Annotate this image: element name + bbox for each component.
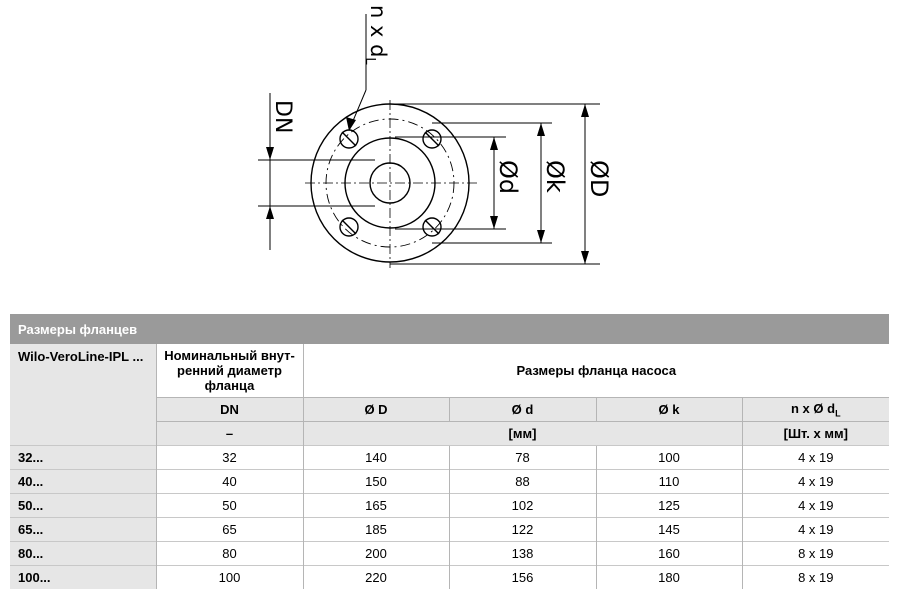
row-k: 100 xyxy=(596,446,742,470)
k-label: Øk xyxy=(541,160,569,193)
table-row xyxy=(10,470,889,494)
dn-label: DN xyxy=(270,100,295,134)
row-model: 50... xyxy=(10,494,156,518)
row-k: 160 xyxy=(596,542,742,566)
table-row xyxy=(10,446,889,470)
row-nxdl: 4 x 19 xyxy=(742,470,889,494)
pump-flange-header: Размеры фланца насоса xyxy=(303,344,889,398)
table-row xyxy=(10,494,889,518)
row-d: 122 xyxy=(449,518,596,542)
table-row xyxy=(10,542,889,566)
row-dn: 65 xyxy=(156,518,303,542)
col-header-k: Ø k xyxy=(596,398,742,422)
row-D: 165 xyxy=(303,494,449,518)
col-header-D: Ø D xyxy=(303,398,449,422)
nxdl-label: n x $d_L$ xyxy=(362,5,390,65)
row-k: 145 xyxy=(596,518,742,542)
unit-mm: [мм] xyxy=(303,422,742,446)
row-d: 102 xyxy=(449,494,596,518)
col-header-nxdl: n x Ø $d_L$ xyxy=(742,398,889,422)
row-nxdl: 4 x 19 xyxy=(742,518,889,542)
model-header: Wilo-VeroLine-IPL ... xyxy=(10,344,156,446)
row-d: 138 xyxy=(449,542,596,566)
col-header-d: Ø d xyxy=(449,398,596,422)
table-title: Размеры фланцев xyxy=(10,314,889,344)
table-body xyxy=(10,446,889,590)
row-dn: 32 xyxy=(156,446,303,470)
row-D: 220 xyxy=(303,566,449,590)
table-row xyxy=(10,518,889,542)
row-nxdl: 4 x 19 xyxy=(742,494,889,518)
row-k: 180 xyxy=(596,566,742,590)
d-small-label: Ød xyxy=(494,160,522,195)
row-k: 110 xyxy=(596,470,742,494)
D-label: ØD xyxy=(585,160,613,198)
row-model: 65... xyxy=(10,518,156,542)
row-model: 100... xyxy=(10,566,156,590)
row-D: 200 xyxy=(303,542,449,566)
row-dn: 100 xyxy=(156,566,303,590)
row-nxdl: 8 x 19 xyxy=(742,542,889,566)
row-d: 156 xyxy=(449,566,596,590)
row-d: 88 xyxy=(449,470,596,494)
row-k: 125 xyxy=(596,494,742,518)
row-nxdl: 8 x 19 xyxy=(742,566,889,590)
nominal-diameter-header: Номинальный внут-ренний диаметр фланца xyxy=(156,344,303,398)
flange-dimensions-table xyxy=(10,314,889,589)
row-dn: 50 xyxy=(156,494,303,518)
row-nxdl: 4 x 19 xyxy=(742,446,889,470)
row-dn: 40 xyxy=(156,470,303,494)
table-row xyxy=(10,566,889,590)
row-d: 78 xyxy=(449,446,596,470)
row-model: 40... xyxy=(10,470,156,494)
row-D: 150 xyxy=(303,470,449,494)
row-dn: 80 xyxy=(156,542,303,566)
unit-dn: – xyxy=(156,422,303,446)
unit-pcs: [Шт. x мм] xyxy=(742,422,889,446)
row-D: 140 xyxy=(303,446,449,470)
row-model: 32... xyxy=(10,446,156,470)
row-D: 185 xyxy=(303,518,449,542)
row-model: 80... xyxy=(10,542,156,566)
col-header-dn: DN xyxy=(156,398,303,422)
